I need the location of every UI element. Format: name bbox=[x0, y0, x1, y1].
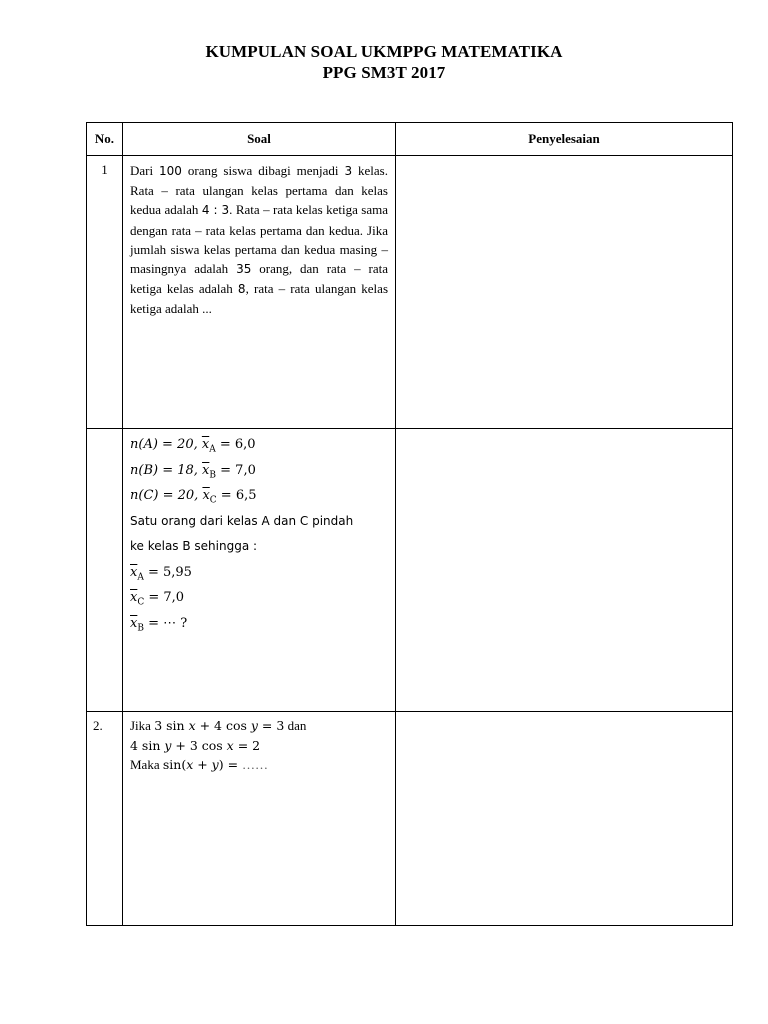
data-class-a: n(A) = 20, $\overline{x}_A = 6,0$ bbox=[130, 437, 256, 455]
result-class-a: $\overline{x}_A = 5,95$ bbox=[130, 564, 192, 583]
question-statement-cont: ke kelas B sehingga : bbox=[130, 539, 258, 553]
answer-cell bbox=[396, 429, 733, 712]
row-number bbox=[87, 429, 123, 712]
row-number: 1 bbox=[87, 156, 123, 429]
table-row bbox=[87, 712, 733, 926]
document-title: KUMPULAN SOAL UKMPPG MATEMATIKA bbox=[205, 42, 563, 61]
answer-cell bbox=[396, 156, 733, 429]
question-text bbox=[123, 712, 395, 775]
table-header-row bbox=[87, 123, 733, 156]
equation-line-1: Jika 3 sin 𝑥 + 4 cos 𝑦 = 3 dan bbox=[130, 718, 307, 733]
question-data bbox=[123, 429, 395, 636]
question-cell bbox=[123, 712, 396, 926]
question-cell bbox=[123, 156, 396, 429]
header-soal: Soal bbox=[123, 123, 396, 156]
question-table bbox=[86, 122, 733, 926]
question-text: Dari 100 orang siswa dibagi menjadi 3 kelas. Rata – rata ulangan kelas pertama dan kelas kedua adalah 4 : 3. Rata – rata kelas ketiga sama dengan rata – rata kelas pertama dan kedua. Jika jumlah siswa kelas pertama dan kedua masing – masingnya adalah 35 orang, dan rata – rata ketiga kelas adalah 8, rata – rata ulangan kelas ketiga adalah ... bbox=[130, 163, 388, 317]
document-subtitle: PPG SM3T 2017 bbox=[322, 63, 446, 82]
data-class-c: n(C) = 20, $\overline{x}_C = 6,5$ bbox=[130, 488, 257, 506]
data-class-b: n(B) = 18, $\overline{x}_B = 7,0$ bbox=[130, 462, 256, 481]
result-class-c: $\overline{x}_C = 7,0$ bbox=[130, 590, 185, 608]
equation-line-3: Maka sin(𝑥 + 𝑦) = …… bbox=[130, 757, 269, 772]
question-statement: Satu orang dari kelas A dan C pindah bbox=[130, 513, 354, 528]
equation-line-2: 4 sin 𝑦 + 3 cos 𝑥 = 2 bbox=[130, 737, 261, 753]
table-row bbox=[87, 429, 733, 712]
header-penyelesaian: Penyelesaian bbox=[396, 123, 733, 156]
answer-cell bbox=[396, 712, 733, 926]
result-class-b: $\overline{x}_B$ = ⋯ ? bbox=[130, 615, 188, 634]
table-row bbox=[87, 156, 733, 429]
question-cell bbox=[123, 429, 396, 712]
header-no: No. bbox=[87, 123, 123, 156]
row-number: 2. bbox=[87, 712, 123, 926]
